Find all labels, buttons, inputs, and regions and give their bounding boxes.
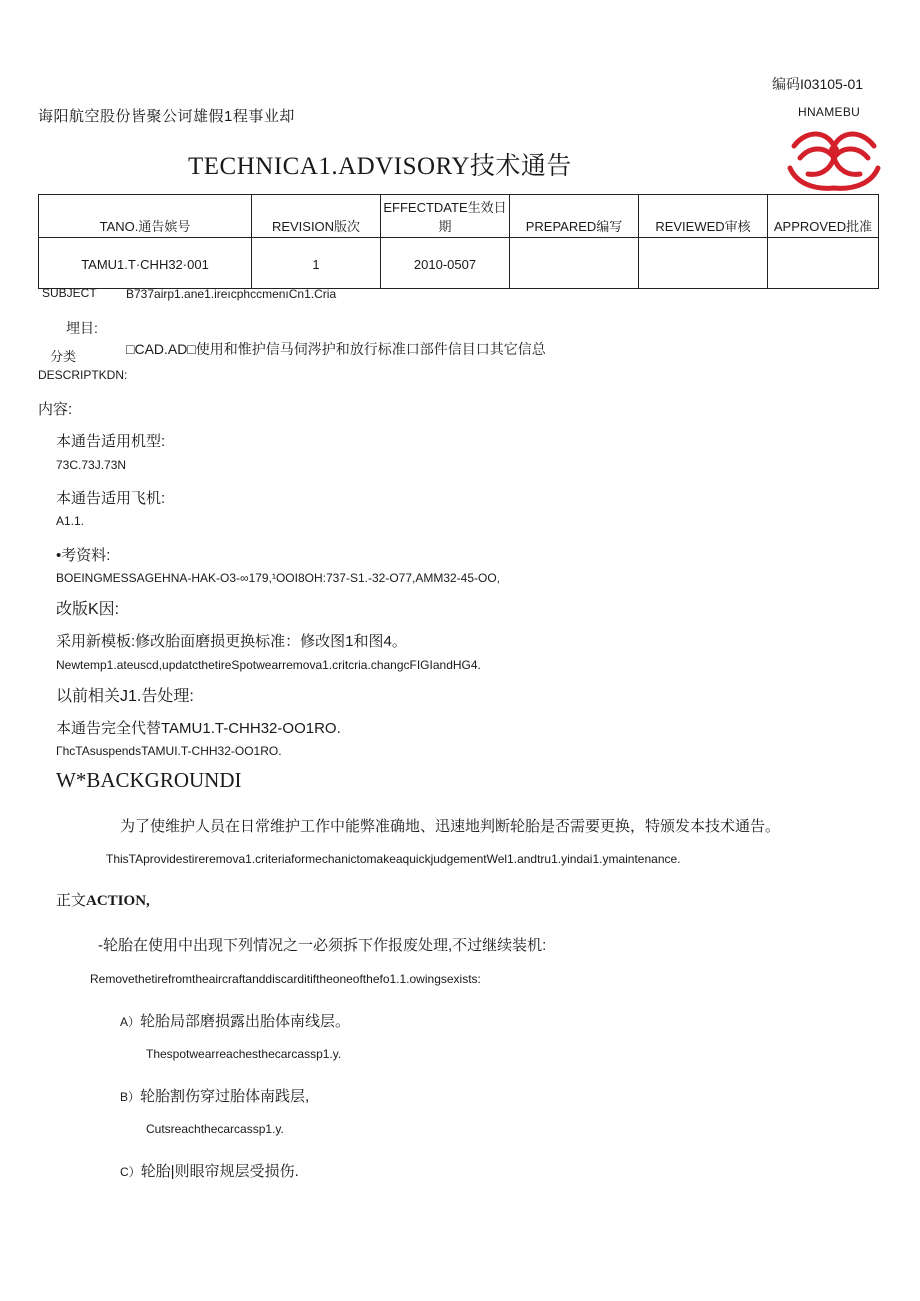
header-reviewed: REVIEWED审核	[639, 195, 768, 238]
category-label: 分类	[50, 349, 77, 364]
document-title: TECHNICA1.ADVISORY技术通告	[188, 153, 572, 180]
reason-label: 改版K因:	[56, 601, 120, 618]
reference-value: BOEINGMESSAGEHNA-HAK-O3-∞179,¹OOI8OH:737-S1.-32-O77,AMM32-45-OO,	[56, 571, 501, 585]
company-name: 诲阳航空股份皆聚公诃雄假1程事业却	[38, 108, 295, 125]
previous-label: 以前相关J1.告处理:	[56, 688, 194, 705]
previous-en: ΓhcTAsuspendsTAMUI.T-CHH32-OO1RO.	[56, 744, 282, 758]
content-label: 内容:	[38, 401, 73, 418]
list-item	[120, 1085, 309, 1106]
advisory-info-table	[38, 194, 879, 289]
value-revision: 1	[252, 238, 381, 289]
value-reviewed	[639, 238, 768, 289]
list-item	[120, 1010, 350, 1031]
background-en: ThisTAprovidestireremova1.criteriaformechanictomakeaquickjudgementWel1.andtru1.yindai1.ymaintenance.	[106, 852, 681, 866]
value-effect-date: 2010-0507	[381, 238, 510, 289]
item-en: Cutsreachthecarcassp1.y.	[146, 1122, 284, 1136]
value-approved	[768, 238, 879, 289]
background-heading: W*BACKGROUNDI	[56, 768, 242, 792]
action-intro-en: Removethetirefromtheaircraftanddiscarditiftheoneofthefo1.1.owingsexists:	[90, 972, 481, 986]
subject-value: B737airp1.ane1.ireıcphccmenıCn1.Cria	[126, 287, 337, 301]
action-intro-cn: -轮胎在使用中出现下列情况之一必须拆下作报废处理,不过继续装机:	[98, 937, 547, 954]
project-label: 埋目:	[66, 320, 98, 336]
item-cn: 轮胎割伤穿过胎体南践层,	[140, 1088, 310, 1105]
reference-label: •考资料:	[56, 547, 111, 564]
document-code: 编码I03105-01	[772, 76, 864, 92]
models-value: 73C.73J.73N	[56, 458, 127, 472]
action-heading	[56, 889, 150, 910]
description-label: DESCRIPTKDN:	[38, 368, 128, 382]
value-ta-no: TAMU1.T·CHH32·001	[39, 238, 252, 289]
header-ta-no: TANO.通告嫔号	[39, 195, 252, 238]
brand-name: HNAMEBU	[798, 105, 861, 119]
action-heading-cn: 正文	[56, 892, 87, 909]
aircraft-value: A1.1.	[56, 514, 85, 528]
value-prepared	[510, 238, 639, 289]
item-marker: A）	[120, 1015, 141, 1029]
reason-en: Newtemp1.ateuscd,updatcthetireSpotwearremova1.critcria.changcFIGIandHG4.	[56, 658, 481, 672]
models-label: 本通告适用机型:	[56, 433, 166, 450]
header-approved: APPROVED批准	[768, 195, 879, 238]
aircraft-label: 本通告适用飞机:	[56, 490, 166, 507]
subject-label: SUBJECT	[42, 286, 97, 300]
list-item	[120, 1160, 299, 1181]
item-marker: B）	[120, 1090, 141, 1104]
previous-cn: 本通告完全代替TAMU1.T-CHH32-OO1RO.	[56, 720, 341, 737]
action-heading-en: ACTION,	[86, 893, 150, 909]
header-prepared: PREPARED编写	[510, 195, 639, 238]
item-cn: 轮胎局部磨损露出胎体南线层。	[140, 1013, 351, 1030]
reason-cn: 采用新模板:修改胎面磨损更换标准：修改图1和图4。	[56, 633, 407, 650]
item-cn: 轮胎|则眼帘规层受损伤.	[140, 1163, 299, 1180]
item-marker: C）	[120, 1165, 141, 1179]
header-effect-date: EFFECTDATE生效日期	[381, 195, 510, 238]
category-value: □CAD.AD□使用和惟护信马伺涔护和放行标准口部件信目口其它信总	[126, 341, 546, 357]
hainan-airlines-logo	[786, 124, 882, 196]
item-en: Thespotwearreachesthecarcassp1.y.	[146, 1047, 342, 1061]
background-cn: 为了使维护人员在日常维护工作中能弊准确地、迅速地判断轮胎是否需要更换，特颁发本技术通告。	[120, 818, 781, 835]
header-revision: REVISION版次	[252, 195, 381, 238]
